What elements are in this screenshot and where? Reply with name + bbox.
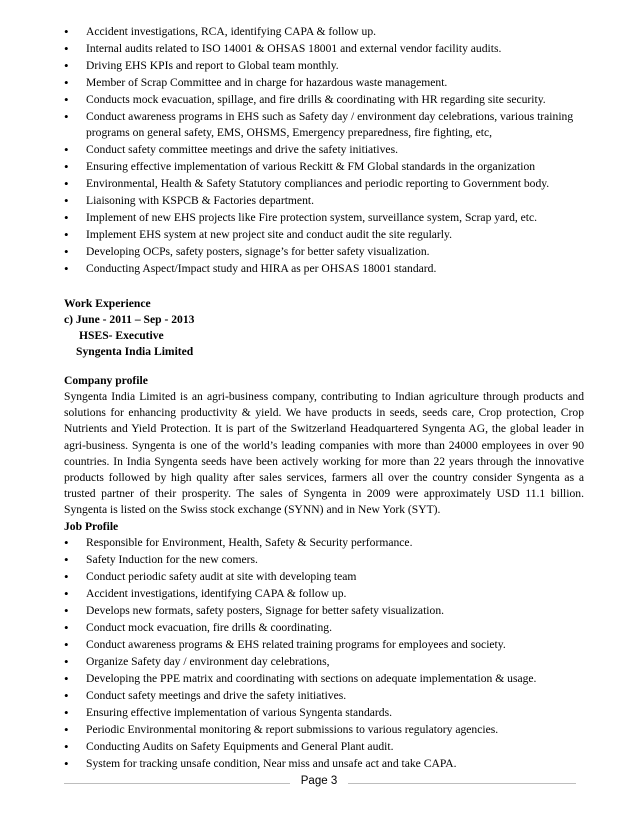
list-item: • Conduct periodic safety audit at site with developing team — [64, 569, 584, 585]
job-role: HSES- Executive — [79, 329, 164, 342]
list-item: • Periodic Environmental monitoring & report submissions to various regulatory agencies. — [64, 722, 584, 738]
list-item: • Conduct awareness programs in EHS such as Safety day / environment day celebrations, various training programs on general safety, EMS, OHSMS, Emergency preparedness, fire fighting, etc, — [64, 109, 584, 141]
list-item: • Developing OCPs, safety posters, signage’s for better safety visualization. — [64, 244, 584, 260]
list-item: • System for tracking unsafe condition, Near miss and unsafe act and take CAPA. — [64, 756, 584, 772]
company-profile-heading: Company profile — [64, 374, 148, 387]
company-name: Syngenta India Limited — [76, 345, 194, 358]
page-number: Page 3 — [300, 775, 338, 787]
list-item: • Ensuring effective implementation of various Reckitt & FM Global standards in the organization — [64, 159, 584, 175]
job-profile-heading: Job Profile — [64, 520, 119, 533]
list-item: • Conduct awareness programs & EHS related training programs for employees and society. — [64, 637, 584, 653]
list-item: • Conduct mock evacuation, fire drills & coordinating. — [64, 620, 584, 636]
list-item: • Developing the PPE matrix and coordinating with sections on adequate implementation & usage. — [64, 671, 584, 687]
work-period: c) June - 2011 – Sep - 2013 — [64, 313, 195, 326]
list-item: • Conducts mock evacuation, spillage, and fire drills & coordinating with HR regarding site security. — [64, 92, 584, 108]
list-item: • Conduct safety committee meetings and drive the safety initiatives. — [64, 142, 584, 158]
footer-rule-right — [348, 783, 576, 784]
footer-rule-left — [64, 783, 290, 784]
job-profile-list — [64, 535, 584, 773]
list-item: • Accident investigations, RCA, identifying CAPA & follow up. — [64, 24, 584, 40]
list-item: • Internal audits related to ISO 14001 & OHSAS 18001 and external vendor facility audits. — [64, 41, 584, 57]
list-item: • Implement EHS system at new project site and conduct audit the site regularly. — [64, 227, 584, 243]
list-item: • Conduct safety meetings and drive the safety initiatives. — [64, 688, 584, 704]
list-item: • Organize Safety day / environment day celebrations, — [64, 654, 584, 670]
list-item: • Implement of new EHS projects like Fire protection system, surveillance system, Scrap yard, etc. — [64, 210, 584, 226]
list-item: • Ensuring effective implementation of various Syngenta standards. — [64, 705, 584, 721]
responsibilities-list — [64, 24, 584, 278]
company-profile-text: Syngenta India Limited is an agri-business company, contributing to Indian agriculture through products and solutions for enhancing productivity & yield. We have products in seeds, seeds care, Crop protection, Crop Nutrients and Yield Protection. It is part of the Switzerland Headquartered Syngenta AG, the global leader in agri-business. Syngenta is one of the world’s leading companies with more than 24000 employees in over 90 countries. In India Syngenta seeds have been actively working for more than 22 years through the innovative products followed by high quality after sales services, farmers all over the country consider Syngenta as a trusted partner of their prosperity. The sales of Syngenta in 2009 were approximately USD 11.1 billion. Syngenta is listed on the Swiss stock exchange (SYNN) and in New York (SYT). — [64, 390, 584, 517]
list-item: • Driving EHS KPIs and report to Global team monthly. — [64, 58, 584, 74]
list-item: • Conducting Audits on Safety Equipments and General Plant audit. — [64, 739, 584, 755]
work-experience-heading: Work Experience — [64, 297, 151, 310]
list-item: • Responsible for Environment, Health, Safety & Security performance. — [64, 535, 584, 551]
list-item: • Develops new formats, safety posters, Signage for better safety visualization. — [64, 603, 584, 619]
list-item: • Safety Induction for the new comers. — [64, 552, 584, 568]
list-item: • Liaisoning with KSPCB & Factories department. — [64, 193, 584, 209]
list-item: • Accident investigations, identifying CAPA & follow up. — [64, 586, 584, 602]
list-item: • Member of Scrap Committee and in charge for hazardous waste management. — [64, 75, 584, 91]
list-item: • Environmental, Health & Safety Statutory compliances and periodic reporting to Government body. — [64, 176, 584, 192]
list-item: • Conducting Aspect/Impact study and HIRA as per OHSAS 18001 standard. — [64, 261, 584, 277]
